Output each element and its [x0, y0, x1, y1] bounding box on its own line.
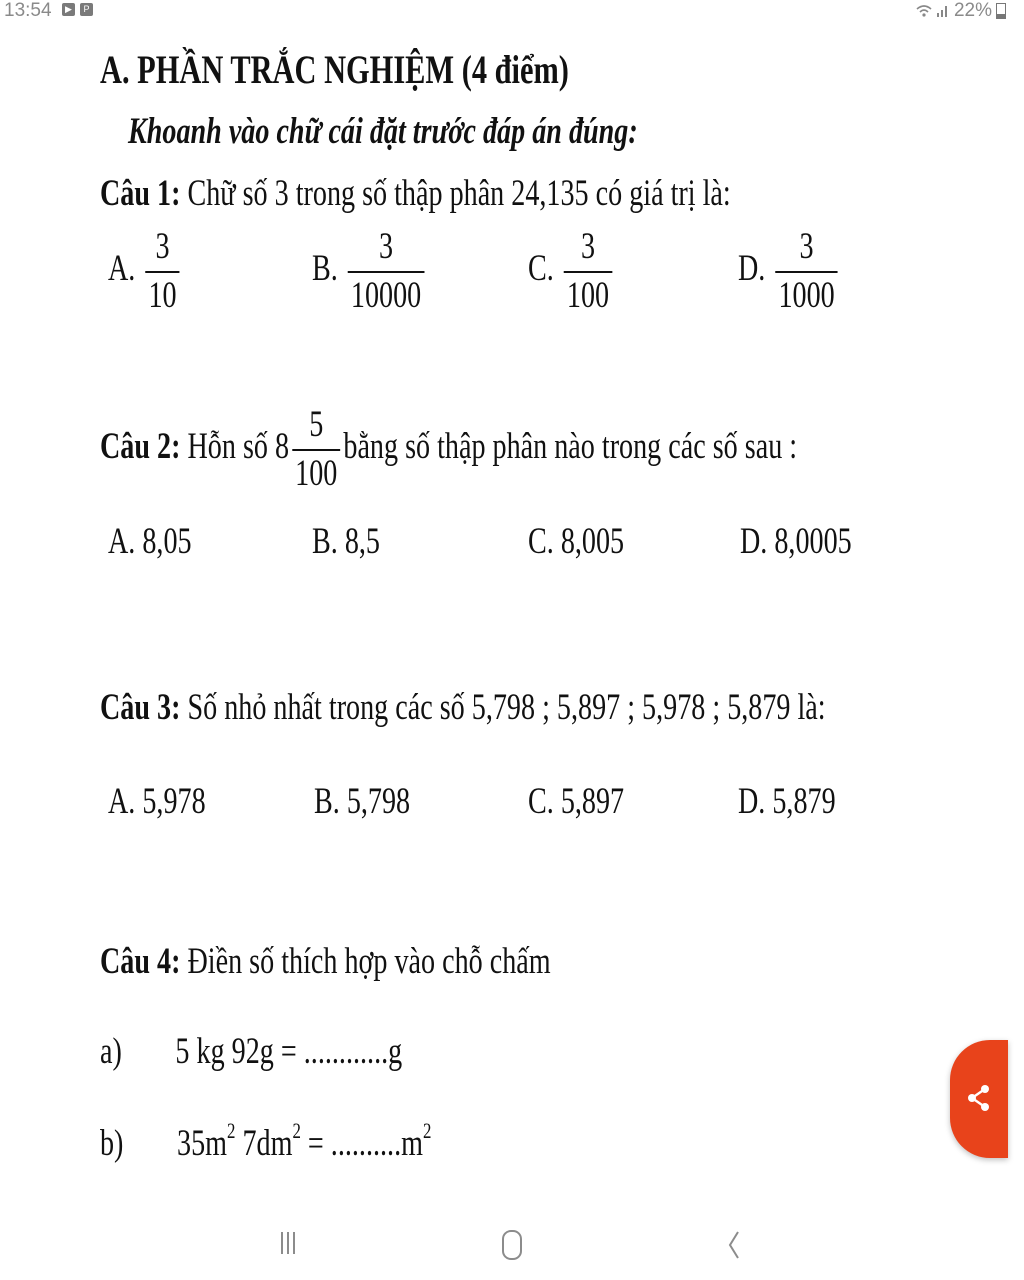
fill-in-expression[interactable] — [177, 1118, 432, 1164]
home-icon[interactable] — [500, 1228, 524, 1262]
q1-option-b[interactable] — [312, 226, 427, 317]
question-4 — [100, 940, 551, 983]
question-label: Câu 1: — [100, 173, 181, 214]
q3-option-b[interactable]: B. 5,798 — [314, 781, 411, 822]
exponent: 2 — [292, 1118, 301, 1143]
q1-option-c[interactable] — [528, 226, 615, 317]
exponent: 2 — [227, 1118, 236, 1143]
denominator: 10 — [145, 271, 179, 318]
question-text: Chữ số 3 trong số thập phân 24,135 có giá trị là: — [187, 173, 731, 214]
recent-apps-icon[interactable] — [278, 1228, 298, 1258]
option-letter: B. — [312, 248, 338, 290]
numerator: 3 — [155, 226, 170, 267]
status-indicators — [916, 0, 1006, 22]
q2-option-d[interactable]: D. 8,0005 — [740, 521, 852, 562]
fraction — [145, 226, 179, 317]
fraction — [348, 226, 424, 317]
numerator: 5 — [309, 404, 324, 445]
exponent: 2 — [422, 1118, 432, 1143]
fill-in-expression[interactable]: 5 kg 92g = ............g — [175, 1031, 403, 1072]
status-time: 13:54 — [4, 0, 52, 21]
wifi-icon — [916, 4, 932, 18]
expr-part: 35m — [177, 1123, 228, 1164]
q2-option-a[interactable]: A. 8,05 — [108, 521, 192, 562]
q3-option-d[interactable]: D. 5,879 — [738, 781, 836, 822]
item-label: a) — [100, 1031, 122, 1072]
numerator: 3 — [379, 226, 394, 267]
q3-option-c[interactable]: C. 5,897 — [528, 781, 625, 822]
question-text: Điền số thích hợp vào chỗ chấm — [187, 941, 551, 982]
denominator: 100 — [564, 271, 612, 318]
status-bar — [0, 0, 1024, 26]
signal-icon — [936, 4, 950, 18]
item-label: b) — [100, 1123, 124, 1164]
denominator: 10000 — [348, 271, 424, 318]
q4-item-b — [100, 1118, 432, 1165]
option-letter: D. — [738, 248, 766, 290]
numerator: 3 — [799, 226, 814, 267]
question-text: bằng số thập phân nào trong các số sau : — [343, 426, 798, 468]
numerator: 3 — [580, 226, 596, 267]
q2-option-b[interactable]: B. 8,5 — [312, 521, 380, 562]
expr-part: 7dm — [235, 1123, 293, 1164]
q3-option-a[interactable]: A. 5,978 — [108, 781, 206, 822]
denominator: 1000 — [775, 271, 837, 318]
section-heading: A. PHẦN TRẮC NGHIỆM (4 điểm) — [100, 47, 569, 92]
question-3 — [100, 686, 826, 729]
notification-icon: P — [80, 3, 93, 16]
denominator: 100 — [292, 449, 340, 496]
question-label: Câu 2: — [100, 426, 181, 468]
notification-icon: ▶ — [62, 3, 75, 16]
q1-option-a[interactable] — [108, 226, 183, 317]
option-letter: A. — [108, 248, 136, 290]
question-label: Câu 3: — [100, 687, 181, 728]
mixed-number-fraction — [292, 404, 340, 495]
back-icon[interactable] — [724, 1228, 744, 1262]
battery-icon — [996, 3, 1006, 19]
q2-option-c[interactable]: C. 8,005 — [528, 521, 625, 562]
question-1 — [100, 172, 731, 215]
share-icon — [966, 1084, 992, 1112]
q1-option-d[interactable] — [738, 226, 841, 317]
expr-part: = ..........m — [300, 1123, 423, 1164]
fraction — [564, 226, 612, 317]
instruction: Khoanh vào chữ cái đặt trước đáp án đúng: — [128, 111, 638, 152]
question-2 — [100, 404, 797, 495]
question-label: Câu 4: — [100, 941, 181, 982]
share-button[interactable] — [950, 1040, 1008, 1158]
q4-item-a — [100, 1030, 402, 1073]
question-text: Số nhỏ nhất trong các số 5,798 ; 5,897 ; 5,978 ; 5,879 là: — [187, 687, 826, 728]
battery-percent: 22% — [953, 0, 992, 21]
fraction — [775, 226, 837, 317]
question-text: Hỗn số 8 — [187, 426, 290, 468]
option-letter: C. — [528, 248, 554, 290]
